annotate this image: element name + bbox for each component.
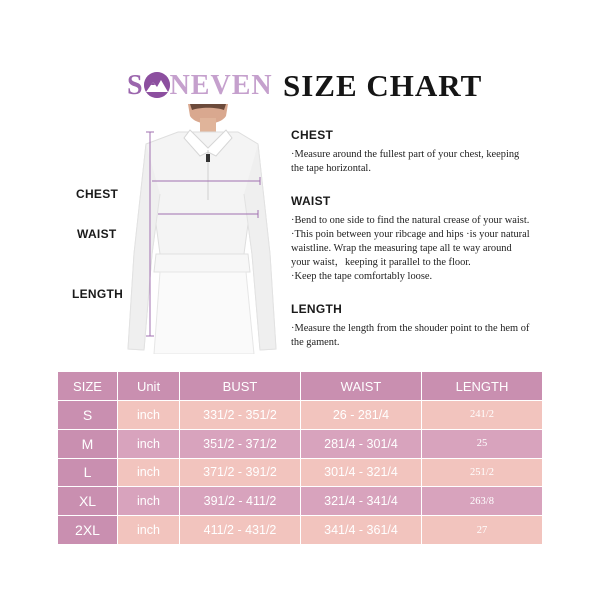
unit-cell: inch — [118, 401, 180, 430]
bust-cell: 351/2 - 371/2 — [180, 429, 301, 458]
waist-cell: 301/4 - 321/4 — [301, 458, 422, 487]
size-cell: S — [58, 401, 118, 430]
header-length: LENGTH — [422, 372, 543, 401]
table-row — [58, 458, 543, 487]
size-cell: 2XL — [58, 516, 118, 545]
model-illustration — [120, 104, 290, 354]
length-cell: 263/8 — [422, 487, 543, 516]
size-table — [57, 371, 543, 545]
instruction-line: the tape horizontal. — [291, 163, 371, 174]
header-unit: Unit — [118, 372, 180, 401]
chest-instructions — [291, 128, 591, 176]
page-header — [0, 62, 600, 106]
header-bust: BUST — [180, 372, 301, 401]
instruction-line: ·Measure the length from the shouder point to the hem of — [291, 323, 530, 334]
brand-logo-rest: NEVEN — [169, 70, 273, 101]
size-cell: L — [58, 458, 118, 487]
unit-cell: inch — [118, 516, 180, 545]
instruction-line: waistline. Wrap the measuring tape all te way around — [291, 243, 512, 254]
instruction-line: your waist，keeping it parallel to the floor. — [291, 257, 471, 268]
waist-heading: WAIST — [291, 194, 331, 208]
instruction-line: ·Measure around the fullest part of your chest, keeping — [291, 149, 520, 160]
header-waist: WAIST — [301, 372, 422, 401]
size-cell: XL — [58, 487, 118, 516]
header-size: SIZE — [58, 372, 118, 401]
mountain-icon — [144, 72, 170, 98]
waist-instructions — [291, 194, 591, 284]
bust-cell: 391/2 - 411/2 — [180, 487, 301, 516]
table-row — [58, 429, 543, 458]
table-header-row — [58, 372, 543, 401]
waist-cell: 321/4 - 341/4 — [301, 487, 422, 516]
waist-cell: 341/4 - 361/4 — [301, 516, 422, 545]
length-cell: 251/2 — [422, 458, 543, 487]
unit-cell: inch — [118, 487, 180, 516]
chest-label: CHEST — [76, 187, 119, 201]
unit-cell: inch — [118, 429, 180, 458]
instruction-line: ·Bend to one side to find the natural crease of your waist. — [291, 215, 530, 226]
table-row — [58, 401, 543, 430]
chest-heading: CHEST — [291, 128, 334, 142]
brand-logo-s: S — [127, 70, 144, 101]
bust-cell: 371/2 - 391/2 — [180, 458, 301, 487]
bust-cell: 331/2 - 351/2 — [180, 401, 301, 430]
waist-cell: 26 - 281/4 — [301, 401, 422, 430]
instruction-line: the gament. — [291, 337, 340, 348]
instruction-line: ·This poin between your ribcage and hips ·is your natural — [291, 229, 530, 240]
table-row — [58, 516, 543, 545]
waist-label: WAIST — [77, 227, 117, 241]
brand-logo — [127, 70, 273, 100]
length-cell: 25 — [422, 429, 543, 458]
unit-cell: inch — [118, 458, 180, 487]
length-cell: 27 — [422, 516, 543, 545]
length-heading: LENGTH — [291, 302, 343, 316]
length-cell: 241/2 — [422, 401, 543, 430]
bust-cell: 411/2 - 431/2 — [180, 516, 301, 545]
instruction-line: ·Keep the tape comfortably loose. — [291, 271, 433, 282]
page-title: SIZE CHART — [283, 68, 483, 103]
table-row — [58, 487, 543, 516]
size-cell: M — [58, 429, 118, 458]
waist-cell: 281/4 - 301/4 — [301, 429, 422, 458]
length-instructions — [291, 302, 591, 350]
length-label: LENGTH — [72, 287, 124, 301]
